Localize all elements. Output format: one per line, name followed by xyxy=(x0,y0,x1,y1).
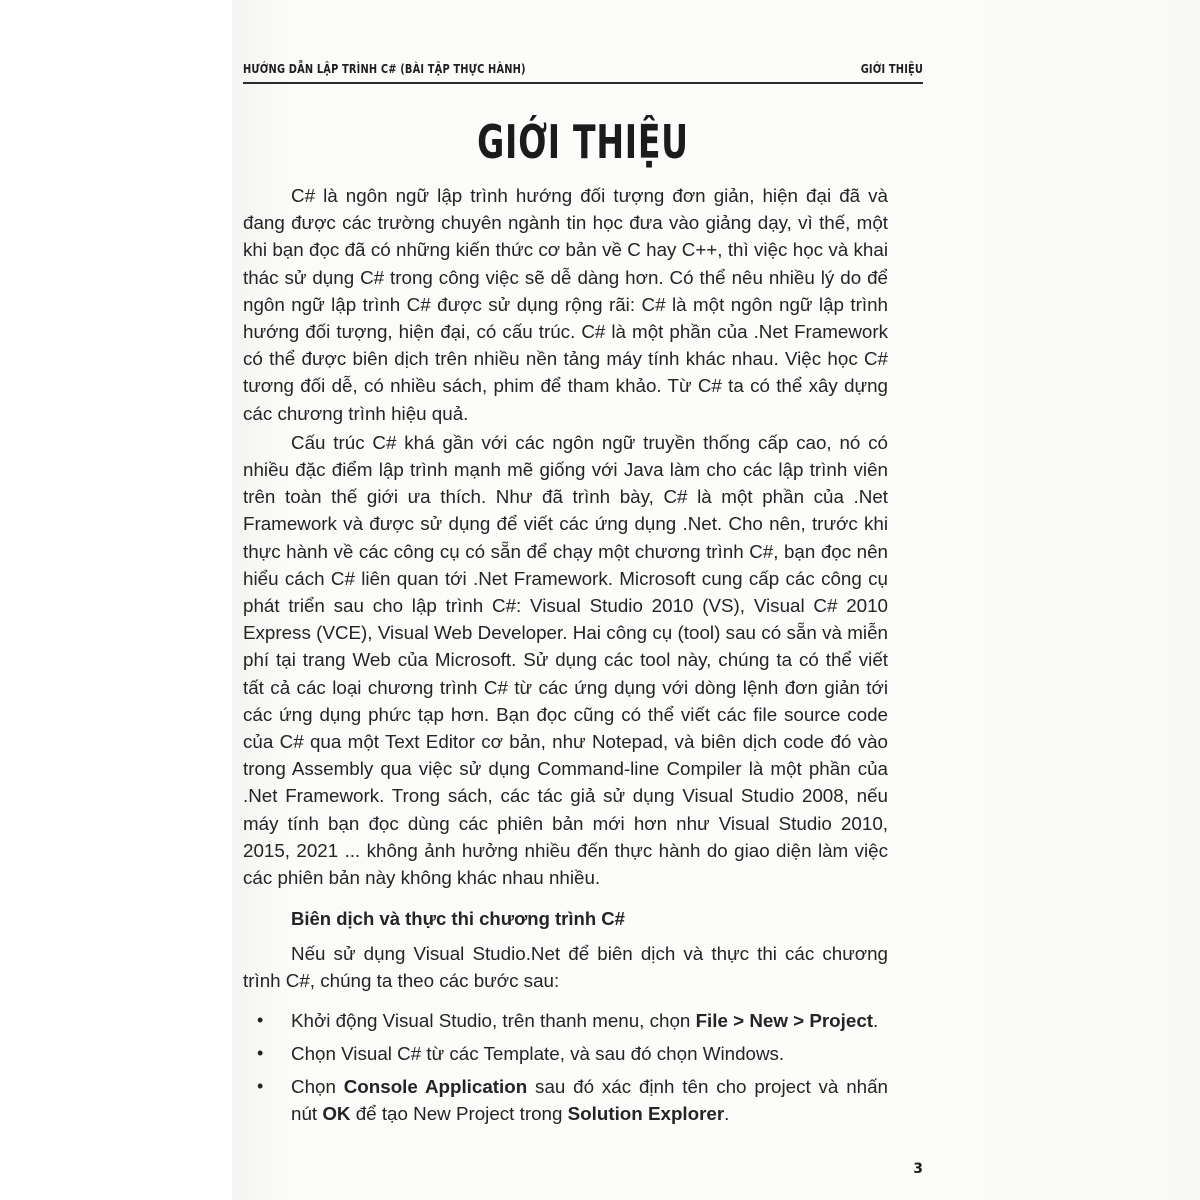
list-item xyxy=(243,1040,888,1067)
step-3-text-c: để tạo New Project trong xyxy=(350,1103,568,1125)
step-3-text-a: Chọn xyxy=(291,1076,344,1098)
step-3-button: OK xyxy=(322,1103,351,1125)
page-number: 3 xyxy=(913,1161,923,1177)
step-1-menu-path: File > New > Project xyxy=(695,1009,874,1031)
step-3-template: Console Application xyxy=(343,1076,528,1098)
steps-list xyxy=(243,1007,888,1128)
header-chapter-title: GIỚI THIỆU xyxy=(860,62,923,76)
step-3-text-b: sau đó xác định tên cho project và nhấn nút xyxy=(291,1076,888,1125)
page-title-text: GIỚI THIỆU xyxy=(477,115,689,169)
book-page xyxy=(243,0,923,1200)
page-title xyxy=(243,114,923,170)
paragraph-1: C# là ngôn ngữ lập trình hướng đối tượng đơn giản, hiện đại đã và đang được các trường chuyên ngành tin học đưa vào giảng dạy, vì thế, một khi bạn đọc đã có những kiến thức cơ bản về C hay C++, thì việc học và khai thác sử dụng C# trong công việc sẽ dễ dàng hơn. Có thể nêu nhiều lý do để ngôn ngữ lập trình C# được sử dụng rộng rãi: C# là một ngôn ngữ lập trình hướng đối tượng, hiện đại, có cấu trúc. C# là một phần của .Net Framework có thể được biên dịch trên nhiều nền tảng máy tính khác nhau. Việc học C# tương đối dễ, có nhiều sách, phim để tham khảo. Từ C# ta có thể xây dựng các chương trình hiệu quả. xyxy=(243,185,888,424)
step-1-text: Khởi động Visual Studio, trên thanh menu, chọn xyxy=(291,1009,696,1031)
body-text xyxy=(243,182,888,1134)
step-3-panel: Solution Explorer xyxy=(567,1103,725,1125)
paragraph-2: Cấu trúc C# khá gần với các ngôn ngữ truyền thống cấp cao, nó có nhiều đặc điểm lập trình mạnh mẽ giống với Java làm cho các lập trình viên trên toàn thế giới ưa thích. Như đã trình bày, C# là một phần của .Net Framework và được sử dụng để viết các ứng dụng .Net. Cho nên, trước khi thực hành về các công cụ có sẵn để chạy một chương trình C#, bạn đọc nên hiểu cách C# liên quan tới .Net Framework. Microsoft cung cấp các công cụ phát triển sau cho lập trình C#: Visual Studio 2010 (VS), Visual C# 2010 Express (VCE), Visual Web Developer. Hai công cụ (tool) sau có sẵn và miễn phí tại trang Web của Microsoft. Sử dụng các tool này, chúng ta có thể viết tất cả các loại chương trình C# từ các ứng dụng với dòng lệnh đơn giản tới các ứng dụng phức tạp hơn. Bạn đọc cũng có thể viết các file source code của C# qua một Text Editor cơ bản, như Notepad, và biên dịch code đó vào trong Assembly qua việc sử dụng Command-line Compiler là một phần của .Net Framework. Trong sách, các tác giả sử dụng Visual Studio 2008, nếu máy tính bạn đọc dùng các phiên bản mới hơn như Visual Studio 2010, 2015, 2021 ... không ảnh hưởng nhiều đến thực hành do giao diện làm việc các phiên bản này không khác nhau nhiều. xyxy=(243,431,888,889)
step-3-end: . xyxy=(724,1103,730,1125)
header-book-title: HƯỚNG DẪN LẬP TRÌNH C# (BÀI TẬP THỰC HÀNH) xyxy=(243,62,526,76)
list-item xyxy=(243,1007,888,1034)
list-item xyxy=(243,1073,888,1127)
running-header xyxy=(243,58,923,84)
step-2-text: Chọn Visual C# từ các Template, và sau đó chọn Windows. xyxy=(291,1042,785,1064)
section-heading: Biên dịch và thực thi chương trình C# xyxy=(291,908,625,930)
step-1-end: . xyxy=(873,1009,879,1031)
paragraph-intro: Nếu sử dụng Visual Studio.Net để biên dịch và thực thi các chương trình C#, chúng ta theo các bước sau: xyxy=(243,943,888,992)
